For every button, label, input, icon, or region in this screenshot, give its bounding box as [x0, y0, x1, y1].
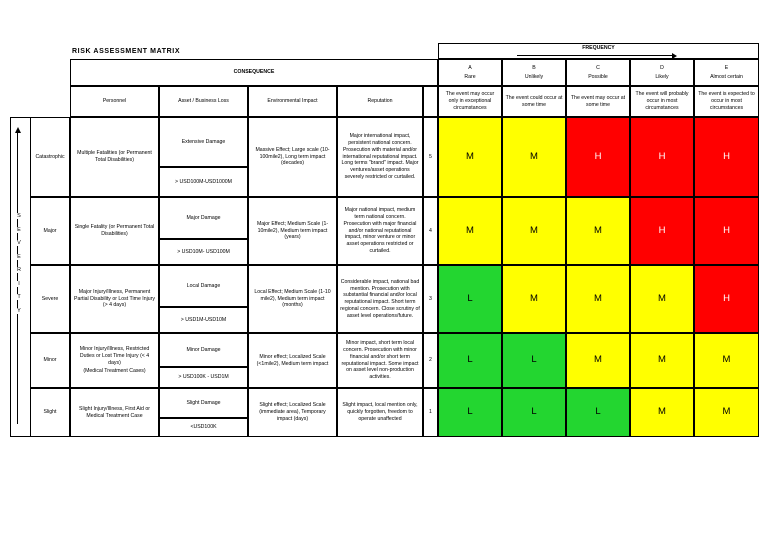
- risk-cell-m: M: [694, 333, 759, 388]
- freq-letter: B: [532, 64, 536, 71]
- freq-col-a: [438, 59, 502, 86]
- personnel-extra: (Medical Treatment Cases): [83, 368, 146, 375]
- severity-level: 4: [423, 197, 438, 265]
- reputation-cell: Major national impact, medium term national concern. Prosecution with major financial and/or national reputational impact, minor venture or minor asset operations restricted or curtailed.: [337, 197, 423, 265]
- asset-value-cell: > USD100K - USD1M: [159, 367, 248, 388]
- frequency-label: FREQUENCY: [582, 44, 615, 51]
- freq-letter: E: [724, 64, 729, 71]
- personnel-text: Minor Injury/Illness, Restricted Duties or Lost Time Injury (< 4 days): [79, 346, 150, 366]
- risk-cell-m: M: [566, 197, 630, 265]
- risk-cell-h: H: [630, 197, 694, 265]
- risk-cell-m: M: [438, 197, 502, 265]
- severity-name: Minor: [30, 333, 70, 388]
- risk-cell-m: M: [502, 197, 566, 265]
- severity-name: Slight: [30, 388, 70, 437]
- severity-name: Severe: [30, 265, 70, 333]
- risk-cell-l: L: [566, 388, 630, 437]
- environmental-cell: Local Effect; Medium Scale (1-10 mile2), Medium term impact (months): [248, 265, 337, 333]
- freq-col-e: [694, 59, 759, 86]
- reputation-cell: Considerable impact, national bad mention. Prosecution with substantial financial and/or local reputational impact. Short term regional concern. Close scrutiny of asset level operations/future.: [337, 265, 423, 333]
- freq-name: Rare: [464, 73, 476, 80]
- col-reputation: Reputation: [337, 86, 423, 117]
- freq-desc-b: The event could occur at some time: [502, 86, 566, 117]
- risk-cell-m: M: [694, 388, 759, 437]
- matrix-title: RISK ASSESSMENT MATRIX: [72, 48, 181, 55]
- asset-type-cell: Extensive Damage: [159, 117, 248, 167]
- severity-letter: S: [14, 213, 24, 219]
- risk-cell-m: M: [502, 265, 566, 333]
- asset-value-cell: > USD10M- USD100M: [159, 239, 248, 265]
- severity-letter: E: [14, 227, 24, 233]
- risk-cell-m: M: [566, 265, 630, 333]
- severity-name: Catastrophic: [30, 117, 70, 197]
- severity-level: 3: [423, 265, 438, 333]
- freq-name: Almost certain: [710, 73, 743, 80]
- severity-level: 2: [423, 333, 438, 388]
- risk-cell-m: M: [630, 265, 694, 333]
- risk-cell-m: M: [566, 333, 630, 388]
- severity-name: Major: [30, 197, 70, 265]
- severity-arrow-head: [15, 127, 21, 133]
- asset-value-cell: > USD100M-USD1000M: [159, 167, 248, 197]
- severity-letter: T: [14, 294, 24, 300]
- asset-value-cell: > USD1M-USD10M: [159, 307, 248, 333]
- risk-cell-l: L: [502, 333, 566, 388]
- freq-desc-c: The event may occur at some time: [566, 86, 630, 117]
- reputation-cell: Slight impact, local mention only, quickly forgotten, freedom to operate unaffected: [337, 388, 423, 437]
- freq-name: Possible: [588, 73, 608, 80]
- severity-letter: Y: [14, 308, 24, 314]
- consequence-header: CONSEQUENCE: [70, 59, 438, 86]
- risk-cell-m: M: [438, 117, 502, 197]
- frequency-arrow-head: [672, 53, 677, 59]
- severity-letter: R: [14, 267, 24, 273]
- risk-cell-l: L: [502, 388, 566, 437]
- col-environmental: Environmental Impact: [248, 86, 337, 117]
- severity-axis: [10, 117, 30, 437]
- asset-type-cell: Local Damage: [159, 265, 248, 307]
- personnel-cell: Single Fatality (or Permanent Total Disabilities): [70, 197, 159, 265]
- severity-letter: I: [14, 281, 24, 287]
- risk-cell-l: L: [438, 388, 502, 437]
- severity-level: 5: [423, 117, 438, 197]
- personnel-cell: Multiple Fatalities (or Permanent Total Disabilities): [70, 117, 159, 197]
- severity-letter: E: [14, 254, 24, 260]
- environmental-cell: Minor effect; Localized Scale (<1mile2), Medium term impact: [248, 333, 337, 388]
- personnel-cell: Slight Injury/Illness, First Aid or Medical Treatment Case: [70, 388, 159, 437]
- col-asset: Asset / Business Loss: [159, 86, 248, 117]
- severity-level: 1: [423, 388, 438, 437]
- risk-cell-h: H: [694, 117, 759, 197]
- environmental-cell: Major Effect; Medium Scale (1-10mile2), Medium term impact (years): [248, 197, 337, 265]
- asset-type-cell: Major Damage: [159, 197, 248, 239]
- risk-cell-l: L: [438, 333, 502, 388]
- asset-type-cell: Slight Damage: [159, 388, 248, 418]
- asset-value-cell: <USD100K: [159, 418, 248, 437]
- freq-desc-d: The event will probably occur in most circumstances: [630, 86, 694, 117]
- risk-cell-h: H: [566, 117, 630, 197]
- freq-letter: C: [596, 64, 600, 71]
- freq-col-d: [630, 59, 694, 86]
- risk-cell-h: H: [630, 117, 694, 197]
- freq-letter: D: [660, 64, 664, 71]
- freq-desc-e: The event is expected to occur in most circumstances: [694, 86, 759, 117]
- asset-type-cell: Minor Damage: [159, 333, 248, 367]
- freq-letter: A: [468, 64, 472, 71]
- personnel-cell: Major Injury/Illness, Permanent Partial Disability or Lost Time Injury (> 4 days): [70, 265, 159, 333]
- frequency-arrow: [517, 55, 673, 56]
- reputation-cell: Minor impact, short term local concern. Prosecution with minor financial and/or short term reputational impact. Some impact on asset level non-production activities.: [337, 333, 423, 388]
- frequency-header: [438, 43, 759, 59]
- severity-arrow-line: [17, 132, 18, 424]
- risk-cell-h: H: [694, 197, 759, 265]
- environmental-cell: Slight effect; Localized Scale (immediate area), Temporary impact (days): [248, 388, 337, 437]
- risk-cell-m: M: [630, 388, 694, 437]
- risk-cell-m: M: [502, 117, 566, 197]
- col-level-blank: [423, 86, 438, 117]
- col-personnel: Personnel: [70, 86, 159, 117]
- freq-col-b: [502, 59, 566, 86]
- risk-cell-m: M: [630, 333, 694, 388]
- personnel-cell: [70, 333, 159, 388]
- freq-col-c: [566, 59, 630, 86]
- freq-desc-a: The event may occur only in exceptional circumstances: [438, 86, 502, 117]
- freq-name: Likely: [655, 73, 669, 80]
- environmental-cell: Massive Effect; Large scale (10-100mile2), Long term impact (decades): [248, 117, 337, 197]
- reputation-cell: Major international impact, persistent national concern. Prosecution with material and/or international reputational impact. Long terms "brand" impact. Major ventures/asset operations severely restricted or curtailed.: [337, 117, 423, 197]
- risk-cell-l: L: [438, 265, 502, 333]
- risk-cell-h: H: [694, 265, 759, 333]
- severity-letter: V: [14, 240, 24, 246]
- freq-name: Unlikely: [524, 73, 544, 80]
